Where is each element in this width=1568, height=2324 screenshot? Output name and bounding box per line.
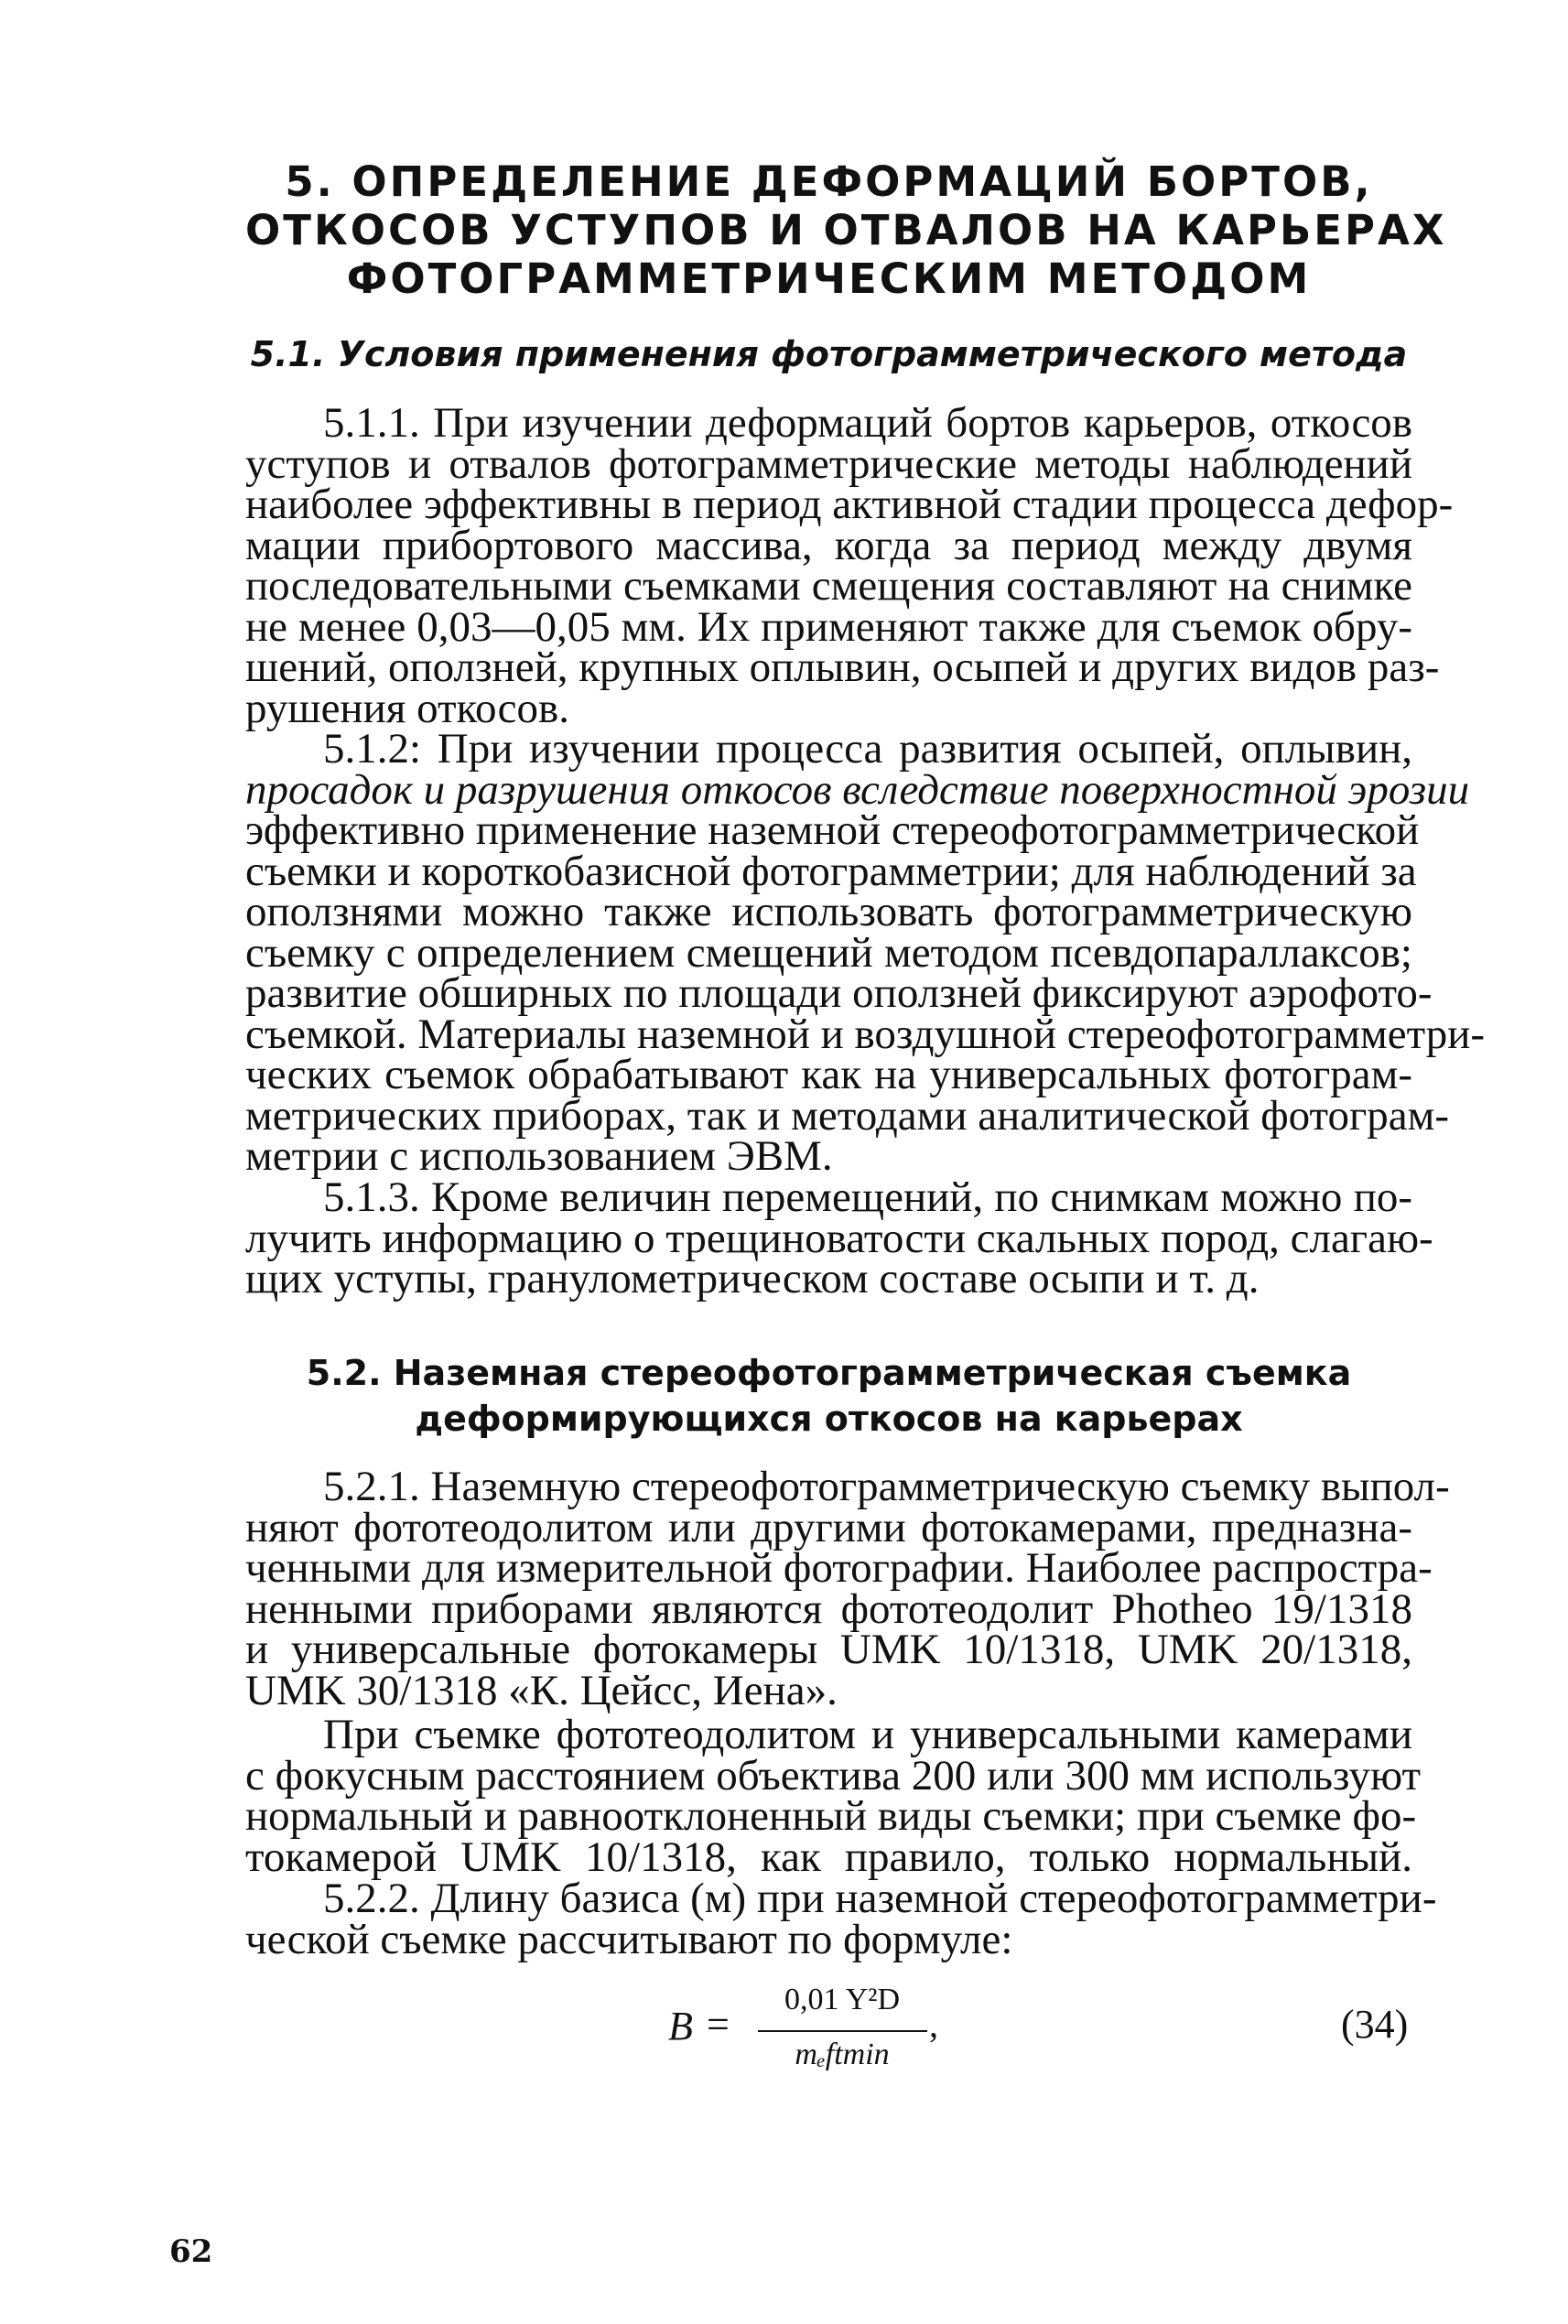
text-line: съемку с определением смещений методом псевдопараллаксов; bbox=[245, 928, 1412, 977]
text-line: 5.2.1. Наземную стереофотограмметрическую съемку выпол- bbox=[323, 1463, 1450, 1510]
section-5-2-title: 5.2. Наземная стереофотограмметрическая съемка деформирующихся откосов на карьерах bbox=[306, 1353, 1352, 1439]
text-line: щих уступы, гранулометрическом составе осыпи и т. д. bbox=[245, 1255, 1260, 1303]
text-line: развитие обширных по площади оползней фиксируют аэрофото- bbox=[245, 969, 1433, 1017]
text-line: ченными для измерительной фотографии. Наиболее распростра- bbox=[245, 1544, 1433, 1592]
fraction-bar bbox=[758, 2030, 927, 2032]
text-line: ческой съемке рассчитывают по формуле: bbox=[245, 1915, 1013, 1963]
text-line: последовательными съемками смещения составляют на снимке bbox=[245, 562, 1412, 610]
paragraph-5-2-1-b bbox=[245, 1711, 1421, 1881]
chapter-heading-line: ОТКОСОВ УСТУПОВ И ОТВАЛОВ НА КАРЬЕРАХ bbox=[245, 206, 1447, 254]
formula-comma: , bbox=[929, 2004, 938, 2045]
paragraph-5-1-1 bbox=[245, 399, 1454, 732]
chapter-heading-line: 5. ОПРЕДЕЛЕНИЕ ДЕФОРМАЦИЙ БОРТОВ, bbox=[285, 157, 1373, 206]
text-line: няют фототеодолитом или другими фотокамерами, предназна- bbox=[245, 1503, 1412, 1551]
text-line: рушения откосов. bbox=[245, 684, 569, 732]
text-line: мации прибортового массива, когда за период между двумя bbox=[245, 521, 1412, 569]
text-line: 5.2.2. Длину базиса (м) при наземной стереофотограмметри- bbox=[323, 1875, 1437, 1922]
chapter-heading-line: ФОТОГРАММЕТРИЧЕСКИМ МЕТОДОМ bbox=[346, 254, 1312, 303]
text-line: не менее 0,03—0,05 мм. Их применяют также для съемок обру- bbox=[245, 602, 1412, 651]
paragraph-5-1-3 bbox=[245, 1173, 1433, 1303]
paragraph-5-1-2 bbox=[245, 725, 1486, 1180]
text-line: метрии с использованием ЭВМ. bbox=[245, 1132, 833, 1180]
text-line: шений, оползней, крупных оплывин, осыпей и других видов раз- bbox=[245, 643, 1440, 691]
formula-numerator: 0,01 Y²D bbox=[784, 1983, 901, 2016]
paragraph-5-2-1 bbox=[245, 1463, 1450, 1714]
text-line: При съемке фототеодолитом и универсальными камерами bbox=[323, 1711, 1412, 1758]
text-line: 5.1.1. При изучении деформаций бортов карьеров, откосов bbox=[323, 399, 1412, 447]
formula-denominator: mₑftmin bbox=[795, 2038, 890, 2071]
text-line: UMK 30/1318 «К. Цейсс, Иена». bbox=[245, 1666, 838, 1714]
formula-lhs: B bbox=[668, 2004, 693, 2048]
text-line: 5.1.3. Кроме величин перемещений, по снимкам можно по- bbox=[323, 1173, 1412, 1221]
paragraph-5-2-2 bbox=[245, 1875, 1437, 1963]
section-5-1-title: 5.1. Условия применения фотограмметрического метода bbox=[250, 334, 1408, 374]
formula-34 bbox=[668, 1983, 1419, 2083]
chapter-heading bbox=[245, 157, 1447, 303]
text-line: нормальный и равноотклоненный виды съемки; при съемке фо- bbox=[245, 1792, 1417, 1840]
equation-number: (34) bbox=[1341, 2002, 1409, 2047]
text-line: наиболее эффективны в период активной стадии процесса дефор- bbox=[245, 481, 1454, 528]
text-line: токамерой UMK 10/1318, как правило, только нормальный. bbox=[245, 1832, 1412, 1881]
text-line: с фокусным расстоянием объектива 200 или 300 мм используют bbox=[245, 1751, 1421, 1800]
page-number: 62 bbox=[169, 2233, 213, 2270]
formula-equals: = bbox=[707, 2002, 730, 2047]
text-line: съемкой. Материалы наземной и воздушной стереофотограмметри- bbox=[245, 1010, 1486, 1058]
text-line: оползнями можно также использовать фотограмметрическую bbox=[245, 888, 1412, 935]
text-line: уступов и отвалов фотограмметрические методы наблюдений bbox=[245, 439, 1412, 488]
text-line: 5.1.2: При изучении процесса развития осыпей, оплывин, bbox=[323, 725, 1412, 773]
text-line: лучить информацию о трещиноватости скальных пород, слагаю- bbox=[245, 1214, 1433, 1262]
text-line: метрических приборах, так и методами аналитической фотограм- bbox=[245, 1091, 1450, 1140]
text-line: эффективно применение наземной стереофотограмметрической bbox=[245, 806, 1420, 854]
text-line: ненными приборами являются фототеодолит Photheo 19/1318 bbox=[245, 1584, 1412, 1633]
text-line: съемки и короткобазисной фотограмметрии; для наблюдений за bbox=[245, 847, 1417, 895]
text-line: и универсальные фотокамеры UMK 10/1318, UMK 20/1318, bbox=[245, 1626, 1412, 1673]
text-line: просадок и разрушения откосов вследствие поверхностной эрозии bbox=[245, 765, 1470, 814]
text-line: ческих съемок обрабатывают как на универсальных фотограм- bbox=[245, 1051, 1412, 1098]
